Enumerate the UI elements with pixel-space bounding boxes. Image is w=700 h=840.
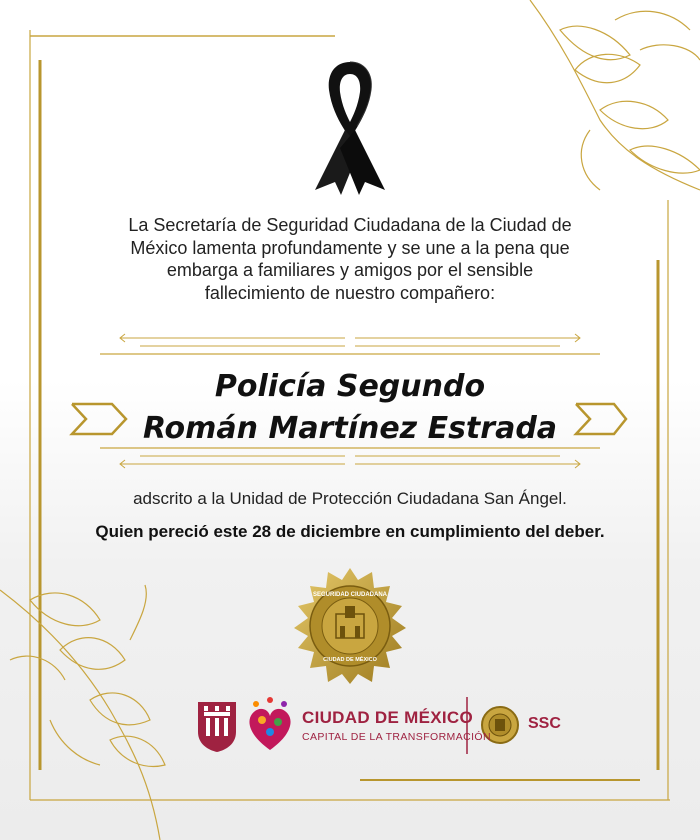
deceased-name-block	[100, 366, 600, 450]
rank-title: Policía Segundo	[214, 369, 486, 404]
ssc-label: SSC	[528, 715, 561, 732]
assignment-text: adscrito a la Unidad de Protección Ciudadana San Ángel.	[133, 489, 567, 508]
deceased-name: Román Martínez Estrada	[142, 411, 558, 446]
intro-line: embarga a familiares y amigos por el sensible	[166, 260, 534, 280]
name-top-lines	[100, 334, 600, 354]
intro-line: fallecimiento de nuestro compañero:	[204, 282, 496, 303]
cdmx-subtitle: CAPITAL DE LA TRANSFORMACIÓN	[302, 731, 491, 743]
svg-text:CIUDAD DE MÉXICO: CIUDAD DE MÉXICO	[323, 657, 377, 663]
cdmx-heart-icon	[249, 697, 290, 750]
floral-top-right-icon	[530, 0, 700, 190]
condolence-intro	[60, 214, 640, 304]
mourning-ribbon-icon	[305, 50, 395, 195]
cdmx-shield-icon	[198, 702, 236, 752]
name-bottom-lines	[100, 448, 600, 468]
intro-line: La Secretaría de Seguridad Ciudadana de la Ciudad de	[128, 215, 572, 235]
ssc-badge-icon	[290, 566, 410, 686]
intro-line: México lamenta profundamente y se une a la pena que	[130, 237, 570, 258]
detail-text: Quien pereció este 28 de diciembre en cumplimiento del deber.	[95, 522, 605, 541]
svg-text:SEGURIDAD CIUDADANA: SEGURIDAD CIUDADANA	[312, 592, 388, 598]
cdmx-title: CIUDAD DE MÉXICO	[302, 708, 474, 727]
